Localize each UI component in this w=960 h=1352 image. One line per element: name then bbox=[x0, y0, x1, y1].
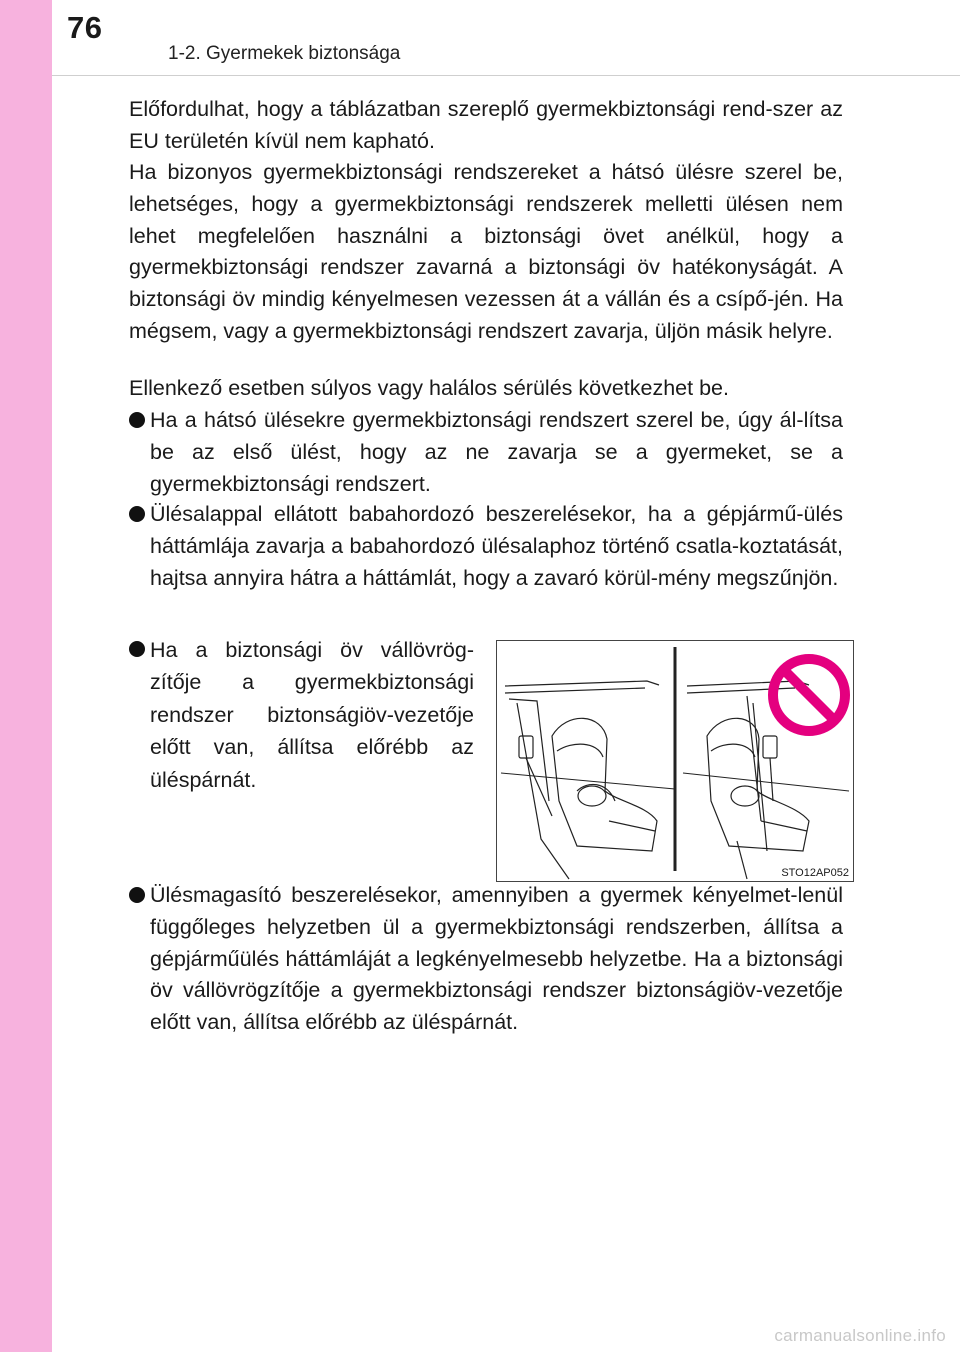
paragraph-availability: Előfordulhat, hogy a táblázatban szereplő gyermekbiztonsági rend-szer az EU területén kívül nem kapható. bbox=[129, 97, 843, 153]
bullet-dot-icon bbox=[129, 412, 145, 428]
bullet-text: Ha a hátsó ülésekre gyermekbiztonsági rendszert szerel be, úgy ál-lítsa be az első ülést, hogy az ne zavarja se a gyermeket, se a gyermekbiztonsági rendszert. bbox=[150, 408, 843, 496]
header-divider bbox=[52, 75, 960, 76]
bullet-text: Ülésalappal ellátott babahordozó beszerelésekor, ha a gépjármű-ülés háttámlája zavarja a babahordozó ülésalaphoz történő csatla-koztatását, hajtsa annyira hátra a háttámlát, hogy a zavaró körül-mény megszűnjön. bbox=[150, 502, 843, 590]
page-number: 76 bbox=[67, 10, 103, 45]
seat-illustration bbox=[496, 640, 854, 882]
prohibition-icon bbox=[773, 659, 845, 731]
paragraph-warning: Ellenkező esetben súlyos vagy halálos sérülés következhet be. bbox=[129, 376, 729, 400]
bullet-dot-icon bbox=[129, 887, 145, 903]
bullet-text: Ha a biztonsági öv vállövrög-zítője a gyermekbiztonsági rendszer biztonságiöv-vezetője előtt van, állítsa előrébb az üléspárnát. bbox=[150, 638, 474, 792]
car-seat-drawing bbox=[497, 641, 853, 881]
paragraph-rear-seat-installation: Ha bizonyos gyermekbiztonsági rendszereket a hátsó ülésre szerel be, lehetséges, hogy a gyermekbiztonsági rendszerek melletti ülésen nem lehet megfelelően használni a biztonsági övet anélkül, hogy a gyermekbiztonsági rendszer zavarná a biztonsági öv hatékonyságát. A biztonsági öv mindig kényelmesen vezessen át a vállán és a csípő-jén. Ha mégsem, vagy a gyermekbiztonsági rendszert zavarja, üljön másik helyre. bbox=[129, 160, 843, 343]
side-color-strip bbox=[0, 0, 52, 1352]
bullet-dot-icon bbox=[129, 506, 145, 522]
bullet-dot-icon bbox=[129, 641, 145, 657]
figure-code: STO12AP052 bbox=[781, 867, 849, 879]
section-title: 1-2. Gyermekek biztonsága bbox=[168, 43, 401, 64]
footer-watermark: carmanualsonline.info bbox=[774, 1326, 946, 1345]
bullet-text: Ülésmagasító beszerelésekor, amennyiben a gyermek kényelmet-lenül függőleges helyzetben ül a gyermekbiztonsági rendszerben, állítsa a gépjárműülés háttámláját a legkényelmesebb helyzetbe. Ha a biztonsági öv vállövrögzítője a gyermekbiztonsági rendszer biztonságiöv-vezetője előtt van, állítsa előrébb az üléspárnát. bbox=[150, 883, 843, 1035]
